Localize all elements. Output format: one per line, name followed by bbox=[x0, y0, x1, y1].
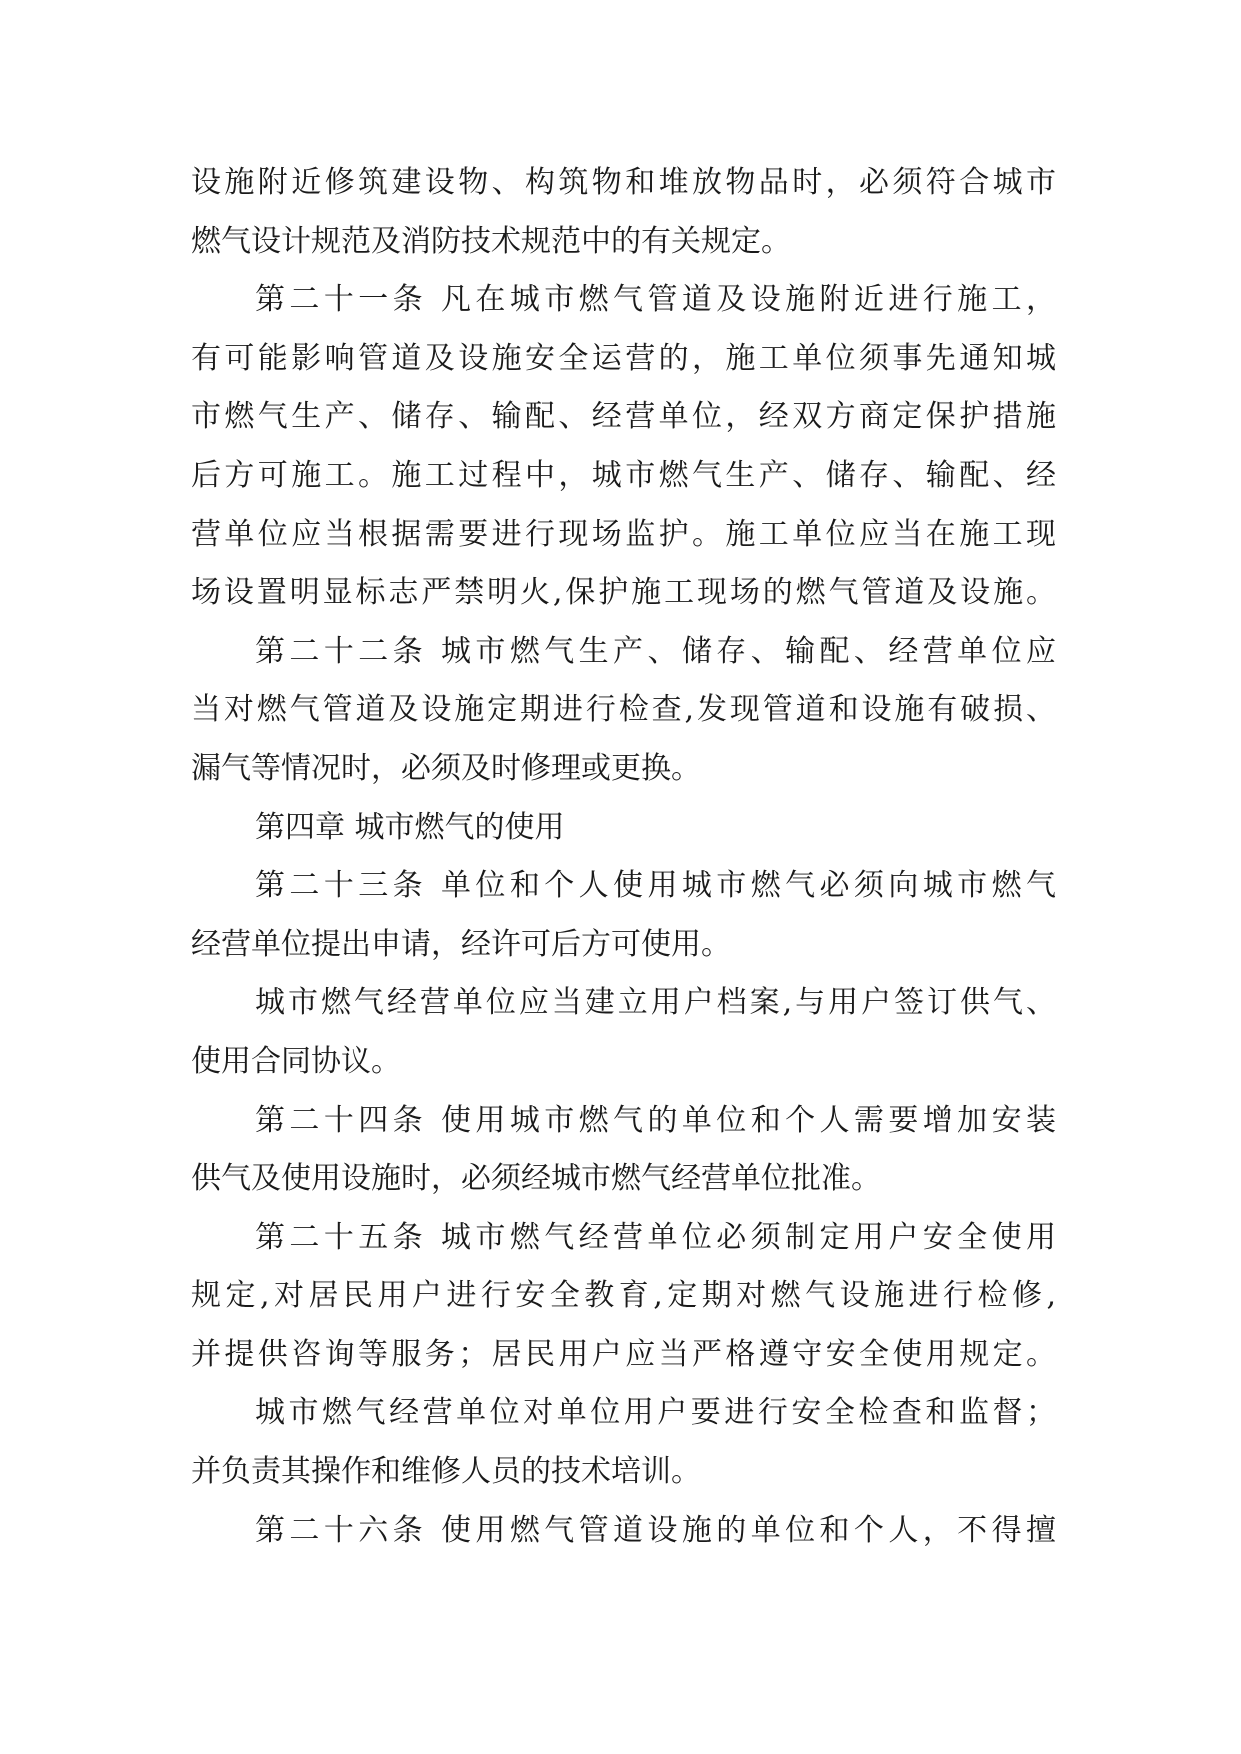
text-line: 规定,对居民用户进行安全教育,定期对燃气设施进行检修, bbox=[191, 1278, 1056, 1314]
text-line: 市燃气生产、储存、输配、经营单位，经双方商定保护措施 bbox=[191, 399, 1056, 435]
text-line: 使用合同协议。 bbox=[191, 1043, 401, 1079]
text-line: 第二十二条 城市燃气生产、储存、输配、经营单位应 bbox=[255, 633, 1056, 669]
text-line: 后方可施工。施工过程中，城市燃气生产、储存、输配、经 bbox=[191, 457, 1056, 493]
text-line: 场设置明显标志严禁明火,保护施工现场的燃气管道及设施。 bbox=[191, 575, 1056, 611]
text-line: 营单位应当根据需要进行现场监护。施工单位应当在施工现 bbox=[191, 516, 1056, 552]
text-line: 经营单位提出申请，经许可后方可使用。 bbox=[191, 926, 731, 962]
text-line: 第二十一条 凡在城市燃气管道及设施附近进行施工， bbox=[255, 282, 1056, 318]
document-body bbox=[191, 154, 1056, 1560]
chapter-heading: 第四章 城市燃气的使用 bbox=[255, 809, 565, 845]
text-line: 第二十六条 使用燃气管道设施的单位和个人，不得擅 bbox=[255, 1512, 1056, 1548]
text-line: 有可能影响管道及设施安全运营的，施工单位须事先通知城 bbox=[191, 340, 1056, 376]
text-line: 当对燃气管道及设施定期进行检查,发现管道和设施有破损、 bbox=[191, 692, 1056, 728]
text-line: 并负责其操作和维修人员的技术培训。 bbox=[191, 1454, 701, 1490]
text-line: 漏气等情况时，必须及时修理或更换。 bbox=[191, 750, 701, 786]
text-line: 并提供咨询等服务；居民用户应当严格遵守安全使用规定。 bbox=[191, 1336, 1056, 1372]
text-line: 设施附近修筑建设物、构筑物和堆放物品时，必须符合城市 bbox=[191, 165, 1056, 200]
text-line: 第二十三条 单位和个人使用城市燃气必须向城市燃气 bbox=[255, 868, 1056, 904]
text-line: 第二十五条 城市燃气经营单位必须制定用户安全使用 bbox=[255, 1219, 1056, 1255]
text-line: 供气及使用设施时，必须经城市燃气经营单位批准。 bbox=[191, 1161, 881, 1197]
text-line: 燃气设计规范及消防技术规范中的有关规定。 bbox=[191, 223, 791, 259]
text-line: 第二十四条 使用城市燃气的单位和个人需要增加安装 bbox=[255, 1102, 1056, 1138]
text-line: 城市燃气经营单位对单位用户要进行安全检查和监督； bbox=[255, 1395, 1056, 1431]
text-line: 城市燃气经营单位应当建立用户档案,与用户签订供气、 bbox=[255, 985, 1056, 1021]
